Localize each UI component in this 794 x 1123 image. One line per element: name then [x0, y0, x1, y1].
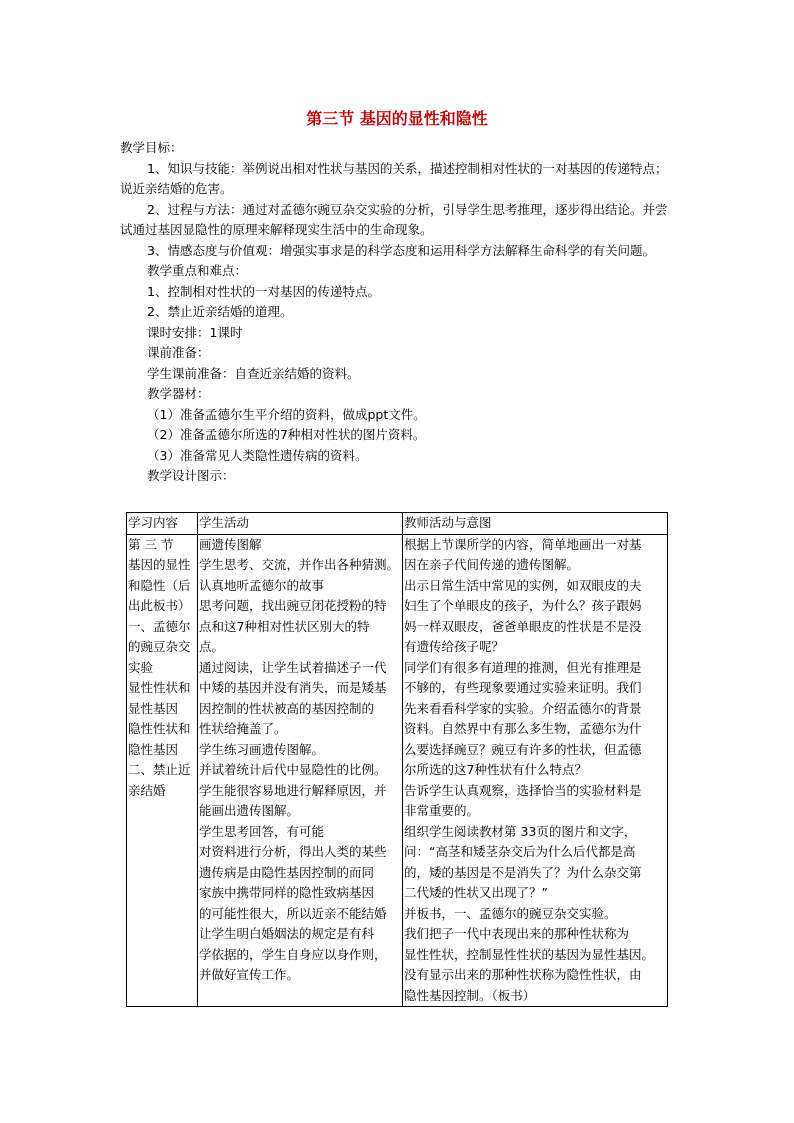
cell-line: 出示日常生活中常见的实例，如双眼皮的夫 — [404, 577, 642, 593]
cell-line: 因在亲子代间传递的遗传图解。 — [404, 557, 580, 572]
cell-line: 么要选择豌豆？豌豆有许多的性状，但孟德 — [404, 741, 642, 757]
cell-line: 同学们有很多有道理的推测，但光有推理是 — [404, 659, 642, 675]
cell-line: 实验 — [128, 659, 154, 675]
cell-line: 对资料进行分析，得出人类的某些 — [199, 844, 387, 859]
cell-line: 隐性基因 — [128, 741, 179, 757]
cell-line: 和隐性（后 — [128, 577, 191, 593]
cell-line: 隐性性状和 — [128, 721, 191, 736]
cell-line: 因控制的性状被高的基因控制的 — [199, 700, 375, 716]
cell-line: 亲结婚 — [128, 782, 166, 798]
cell-line: 的可能性很大，所以近亲不能结婚 — [199, 905, 387, 921]
objectives-heading: 教学目标： — [120, 140, 183, 155]
cell-line: 显性基因 — [128, 700, 179, 716]
cell-line: 第 三 节 — [128, 536, 174, 552]
equipment-heading: 教学器材： — [147, 386, 210, 401]
cell-line: 组织学生阅读教材第 33页的图片和文字， — [404, 823, 637, 839]
cell-line: 显性性状，控制显性性状的基因为显性基因。 — [404, 946, 655, 962]
lesson-plan-body — [120, 138, 670, 487]
cell-line: 的豌豆杂交 — [128, 639, 191, 654]
cell-line: 性状给掩盖了。 — [199, 721, 287, 736]
prep-heading: 课前准备： — [147, 345, 210, 360]
cell-line: 家族中携带同样的隐性致病基因 — [199, 885, 375, 900]
cell-line: 二代矮的性状又出现了？” — [404, 885, 548, 900]
cell-line: 思考问题，找出豌豆闭花授粉的特 — [199, 598, 387, 613]
key-point-item: 1、控制相对性状的一对基因的传递特点。 — [147, 283, 380, 299]
page-title: 第三节 基因的显性和隐性 — [306, 109, 488, 128]
cell-line: 并试着统计后代中显隐性的比例。 — [199, 762, 387, 777]
key-points-heading: 教学重点和难点： — [147, 263, 248, 278]
cell-line: 学生练习画遗传图解。 — [199, 741, 325, 757]
cell-line: 让学生明白婚姻法的规定是有科 — [199, 926, 375, 941]
cell-line: 非常重要的。 — [404, 803, 480, 818]
cell-line: 不够的，有些现象要通过实验来证明。我们 — [404, 680, 642, 695]
schedule: 课时安排：1课时 — [147, 324, 243, 340]
cell-line: 通过阅读，让学生试着描述子一代 — [199, 659, 387, 675]
table-row — [127, 534, 668, 1007]
cell-line: 问：“高茎和矮茎杂交后为什么后代都是高 — [404, 844, 636, 859]
cell-line: 出此板书） — [128, 598, 191, 613]
learning-content-cell — [127, 534, 198, 1007]
cell-line: 遗传病是由隐性基因控制的而同 — [199, 864, 375, 880]
equipment-item: （2）准备孟德尔所选的7种相对性状的图片资料。 — [147, 427, 426, 442]
cell-line: 我们把子一代中表现出来的那种性状称为 — [404, 926, 630, 941]
cell-line: 没有显示出来的那种性状称为隐性性状，由 — [404, 967, 642, 982]
cell-line: 中矮的基因并没有消失，而是矮基 — [199, 680, 387, 695]
cell-line: 隐性基因控制。（板书） — [404, 987, 536, 1003]
cell-line: 点。 — [199, 639, 225, 654]
cell-line: 妇生了个单眼皮的孩子，为什么？孩子跟妈 — [404, 598, 642, 613]
objective-item: 2、过程与方法：通过对孟德尔豌豆杂交实验的分析，引导学生思考推理，逐步得出结论。并尝试通过基因显隐性的原理来解释现实生活中的生命现象。 — [120, 201, 668, 237]
cell-line: 点和这7种相对性状区别大的特 — [199, 618, 370, 634]
teaching-design-table — [126, 512, 668, 1007]
cell-line: 学生思考、交流，并作出各种猜测。 — [199, 557, 400, 572]
column-header: 学生活动 — [198, 513, 403, 535]
cell-line: 二、禁止近 — [128, 762, 191, 777]
cell-line: 先来看看科学家的实验。介绍孟德尔的背景 — [404, 700, 642, 716]
equipment-item: （1）准备孟德尔生平介绍的资料，做成ppt文件。 — [147, 406, 426, 422]
column-header: 学习内容 — [127, 513, 198, 535]
design-heading: 教学设计图示： — [147, 468, 235, 483]
cell-line: 能画出遗传图解。 — [199, 803, 300, 818]
cell-line: 画遗传图解 — [199, 536, 262, 552]
cell-line: 并做好宣传工作。 — [199, 967, 300, 982]
cell-line: 基因的显性 — [128, 557, 191, 572]
cell-line: 学生能很容易地进行解释原因，并 — [199, 782, 387, 798]
objective-item: 1、知识与技能：举例说出相对性状与基因的关系，描述控制相对性状的一对基因的传递特点；说近亲结婚的危害。 — [120, 160, 668, 196]
cell-line: 学依据的，学生自身应以身作则， — [199, 946, 387, 962]
cell-line: 认真地听孟德尔的故事 — [199, 577, 325, 593]
table-header-row — [127, 513, 668, 535]
cell-line: 资料。自然界中有那么多生物，孟德尔为什 — [404, 721, 642, 736]
cell-line: 的，矮的基因是不是消失了？为什么杂交第 — [404, 864, 642, 880]
cell-line: 告诉学生认真观察，选择恰当的实验材料是 — [404, 782, 642, 798]
cell-line: 一、孟德尔 — [128, 618, 191, 634]
student-prep: 学生课前准备：自查近亲结婚的资料。 — [147, 365, 360, 381]
cell-line: 并板书，一、孟德尔的豌豆杂交实验。 — [404, 905, 617, 921]
cell-line: 妈一样双眼皮，爸爸单眼皮的性状是不是没 — [404, 618, 642, 634]
cell-line: 显性性状和 — [128, 680, 191, 695]
cell-line: 尔所选的这7种性状有什么特点？ — [404, 762, 587, 777]
teacher-activity-cell — [403, 534, 668, 1007]
cell-line: 学生思考回答，有可能 — [199, 823, 325, 839]
objective-item: 3、情感态度与价值观：增强实事求是的科学态度和运用科学方法解释生命科学的有关问题。 — [147, 242, 655, 258]
student-activity-cell — [198, 534, 403, 1007]
key-point-item: 2、禁止近亲结婚的道理。 — [147, 304, 293, 319]
cell-line: 根据上节课所学的内容，简单地画出一对基 — [404, 536, 642, 552]
cell-line: 有遗传给孩子呢？ — [404, 639, 505, 654]
column-header: 教师活动与意图 — [403, 513, 668, 535]
equipment-item: （3）准备常见人类隐性遗传病的资料。 — [147, 447, 368, 463]
